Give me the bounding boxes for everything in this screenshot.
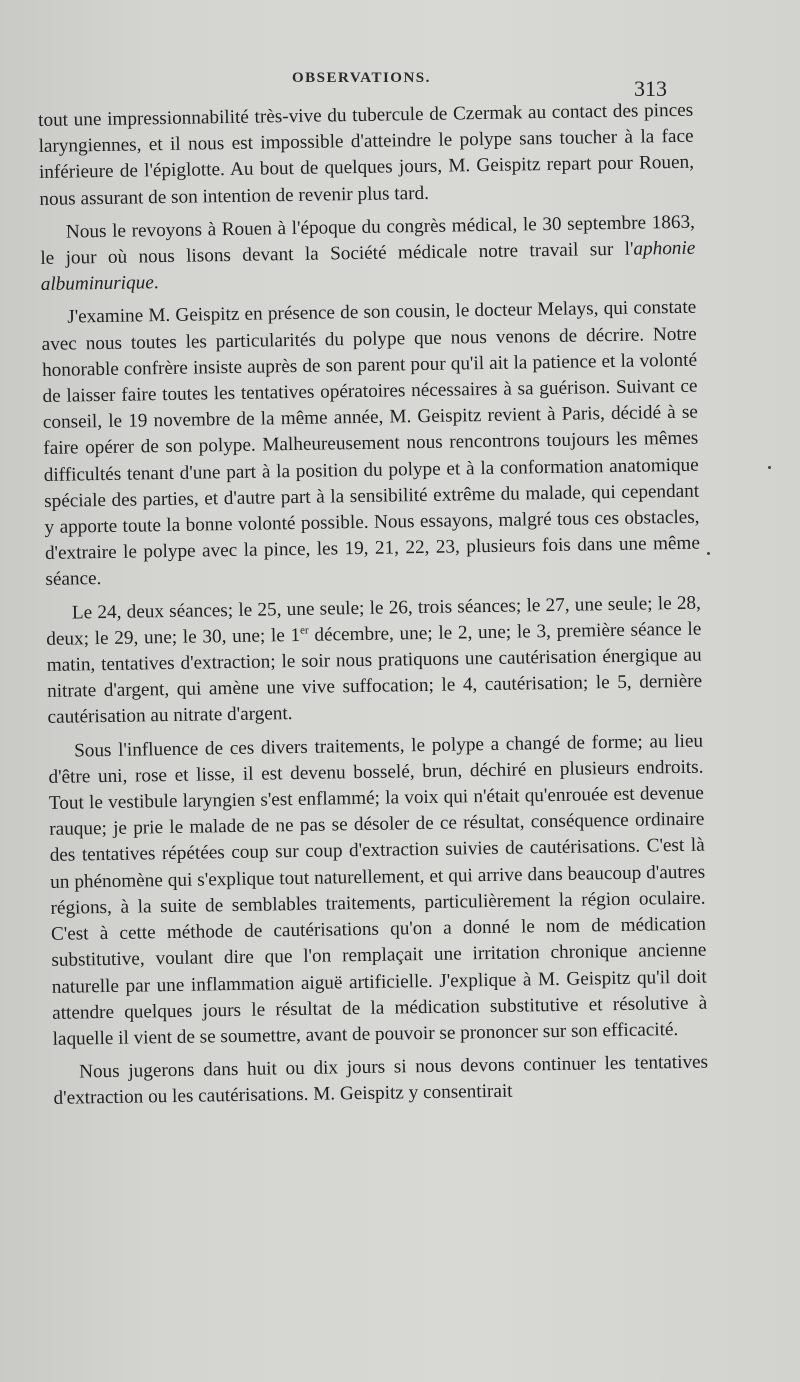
paragraph-6: Nous jugerons dans huit ou dix jours si nous devons continuer les tentatives d'extraction ou les cautérisations. M. Geispitz y consentirait — [53, 1051, 709, 1110]
paragraph-5: Sous l'influence de ces divers traitements, le polype a changé de forme; au lieu d'être uni, rose et lisse, il est devenu bosselé, brun, déchiré en plusieurs endroits. Tout le vestibule laryngien s'est enflammé; la voix qui n'était qu'enrouée est devenue rauque; je prie le malade de ne pas se désoler de ce résultat, conséquence ordinaire des tentatives répétées coup sur coup d'extraction suivies de cautérisations. C'est là un phénomène qui s'explique tout naturellement, et qui arrive dans beaucoup d'autres régions, à la suite de semblables traitements, particulièrement la région oculaire. C'est à cette méthode de cautérisations qu'on a donné le nom de médication substitutive, voulant dire que l'on remplaçait une irritation chronique ancienne naturelle par une inflammation aiguë artificielle. J'explique à M. Geispitz qu'il doit attendre quelques jours le résultat de la médication substitutive et résolutive à laquelle il vient de se soumettre, avant de pouvoir se prononcer sur son efficacité. — [48, 730, 708, 1050]
paragraph-2-end: . — [153, 272, 159, 294]
page-number: 313 — [634, 76, 667, 101]
paragraph-2-text: Nous le revoyons à Rouen à l'époque du congrès médical, le 30 septembre 1863, le jour où nous lisons devant la Société médicale notre travail sur l' — [40, 211, 696, 269]
body-text — [38, 98, 709, 1120]
paragraph-4-superscript: er — [299, 624, 309, 637]
paragraph-4-end: décembre, une; le 2, une; le 3, première séance le matin, tentatives d'extraction; le soir nous pratiquons une cautérisation énergique au nitrate d'argent, qui amène une vive suffocation; le 4, cautérisation; le 5, dernière cautérisation au nitrate d'argent. — [46, 618, 703, 729]
paper-speck — [768, 466, 771, 469]
paragraph-2-italic-title: aphonie albuminurique — [40, 237, 696, 296]
paragraph-3: J'examine M. Geispitz en présence de son cousin, le docteur Melays, qui constate avec nous toutes les particularités du polype que nous venons de décrire. Notre honorable confrère insiste auprès de son parent pour qu'il ait la patience et la volonté de laisser faire toutes les tentatives opératoires nécessaires à sa guérison. Suivant ce conseil, le 19 novembre de la même année, M. Geispitz revient à Paris, décidé à se faire opérer de son polype. Malheureusement nous rencontrons toujours les mêmes difficultés tenant d'une part à la position du polype et à la conformation anatomique spéciale des parties, et d'autre part à la sensibilité extrême du malade, qui cependant y apporte toute la bonne volonté possible. Nous essayons, malgré tous ces obstacles, d'extraire le polype avec la pince, les 19, 21, 22, 23, plusieurs fois dans une même séance. — [41, 297, 701, 591]
paragraph-2 — [40, 210, 696, 299]
paragraph-1: tout une impressionnabilité très-vive du tubercule de Czermak au contact des pinces laryngiennes, et il nous est impossible d'atteindre le polype sans toucher à la face inférieure de l'épiglotte. Au bout de quelques jours, M. Geispitz repart pour Rouen, nous assurant de son intention de revenir plus tard. — [38, 99, 695, 210]
page-header — [0, 62, 800, 102]
paper-speck — [707, 552, 710, 555]
paragraph-4 — [46, 590, 703, 731]
running-head: OBSERVATIONS. — [292, 70, 431, 86]
paragraph-4-text: Le 24, deux séances; le 25, une seule; le 26, trois séances; le 27, une seule; le 28, deux; le 29, une; le 30, une; le 1 — [46, 592, 702, 650]
